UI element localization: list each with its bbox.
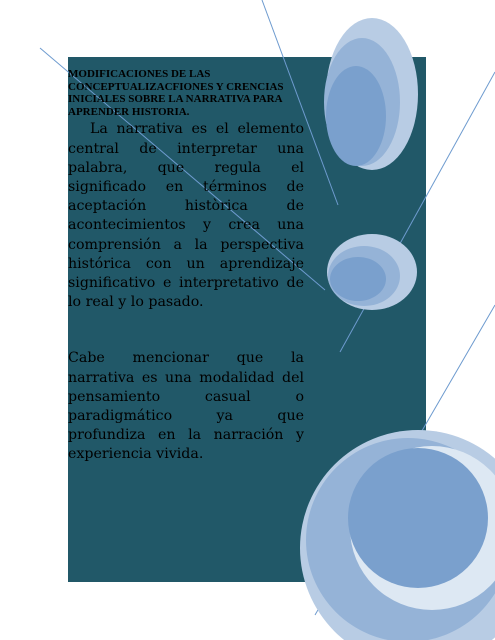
- document-heading: MODIFICACIONES DE LAS CONCEPTUALIZACFIONES Y CRENCIAS INICIALES SOBRE LA NARRATIVA PARA APRENDER HISTORIA.: [68, 68, 284, 118]
- document-content: [68, 68, 304, 465]
- paragraph-narrativa: La narrativa es el elemento central de interpretar una palabra, que regula el significado en términos de aceptación històrica de acontecimientos y crea una comprensión a la perspectiva histórica con un aprendizaje significativo e interpretativo de lo real y lo pasado.: [68, 121, 304, 311]
- top-circle-group: [324, 18, 418, 170]
- circle-inner: [348, 448, 488, 588]
- paragraph-cabe-mencionar: Cabe mencionar que la narrativa es una modalidad del pensamiento casual o paradigmático ya que profundiza en la narración y experiencia vivida.: [68, 350, 304, 463]
- bottom-circle-group: [300, 430, 495, 640]
- middle-circle-group: [327, 234, 417, 310]
- circle-inner: [326, 66, 386, 166]
- circle-inner: [330, 257, 386, 301]
